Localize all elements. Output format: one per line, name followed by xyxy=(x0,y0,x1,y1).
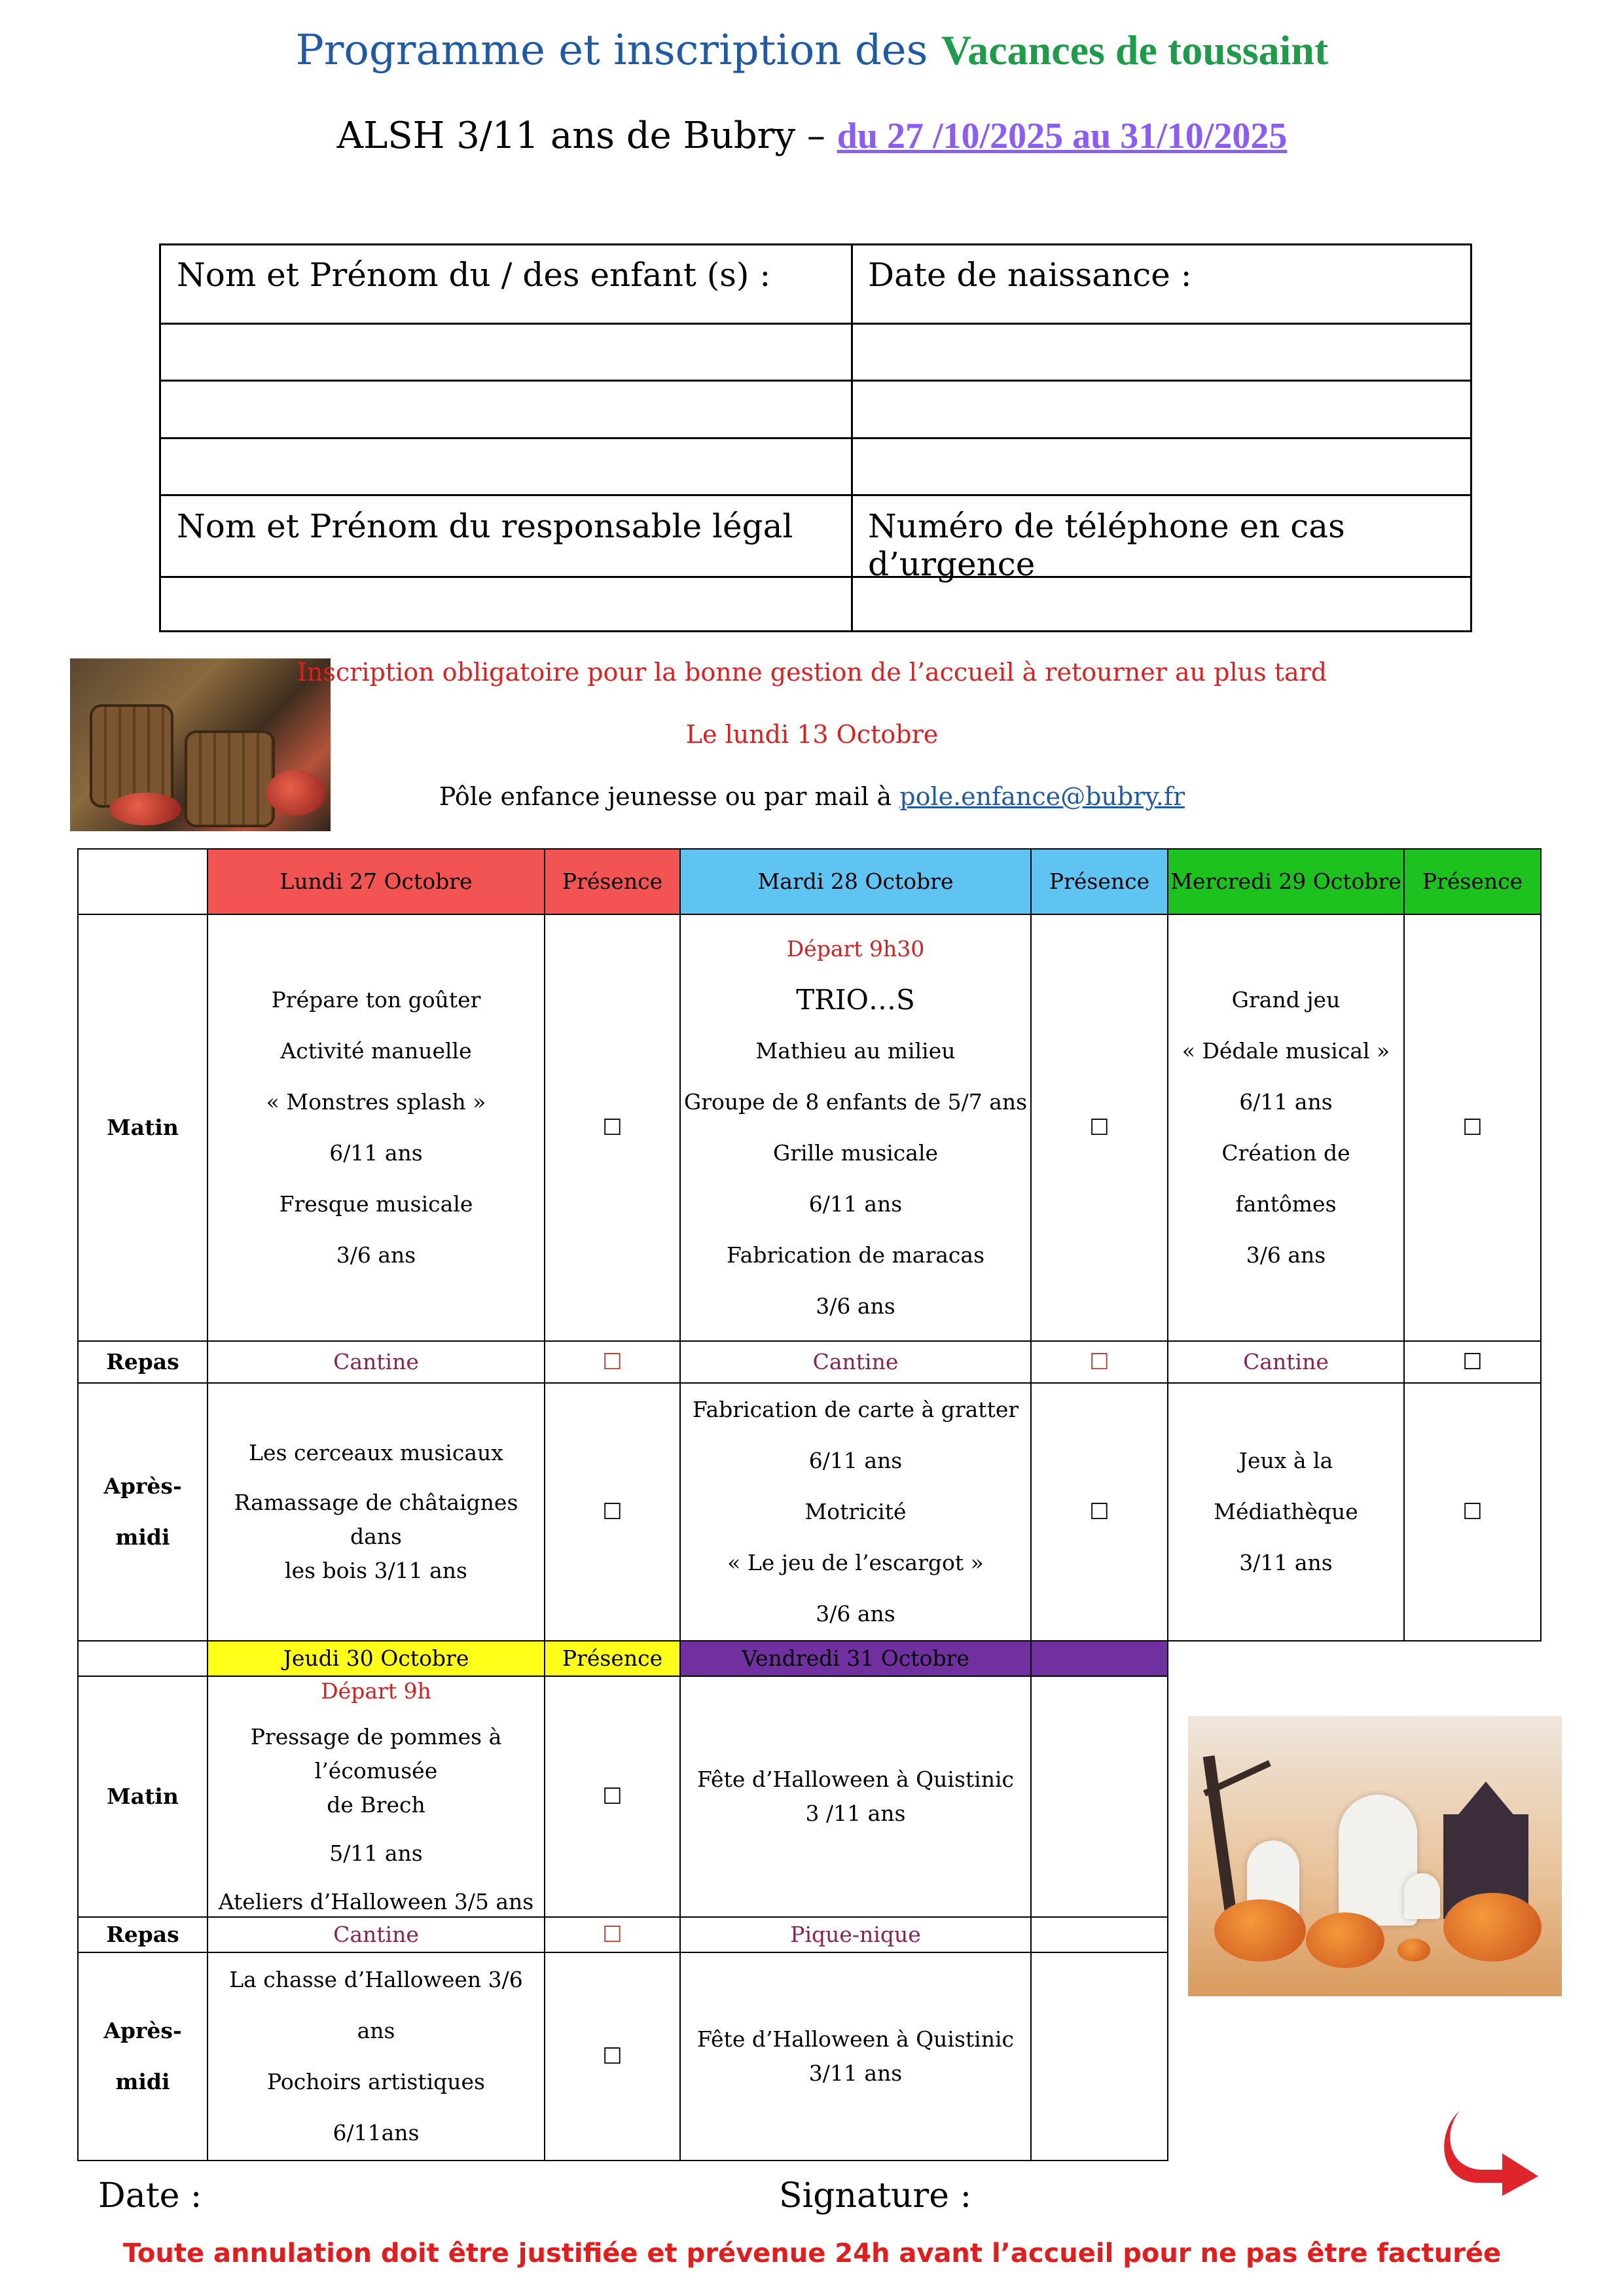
activity-line: Pressage de pommes à l’écomusée xyxy=(250,1724,502,1784)
activity-line: Grille musicale xyxy=(772,1140,939,1166)
presence-friday-matin[interactable] xyxy=(1030,1676,1168,1918)
notice-line-1: Inscription obligatoire pour la bonne gestion de l’accueil à retourner au plus tard xyxy=(297,658,1327,687)
signature-field[interactable] xyxy=(956,2173,1414,2219)
activity-line: 3/11 ans xyxy=(1239,1550,1333,1575)
checkbox-wednesday-matin[interactable]: ☐ xyxy=(1403,914,1542,1342)
halloween-illustration xyxy=(1188,1716,1562,1996)
notice-contact-prefix: Pôle enfance jeunesse ou par mail à xyxy=(439,782,900,811)
activity-line: 3/6 ans xyxy=(816,1601,895,1626)
activity-line: Fabrication de carte à gratter xyxy=(692,1397,1019,1422)
activity-line: « Dédale musical » xyxy=(1182,1038,1390,1064)
birth-date-field-1[interactable] xyxy=(853,325,1468,378)
activity-line: 6/11ans xyxy=(333,2120,420,2145)
meal-wednesday: Cantine xyxy=(1167,1340,1405,1384)
row-label-repas: Repas xyxy=(77,1340,208,1384)
child-name-label: Nom et Prénom du / des enfant (s) : xyxy=(177,256,771,294)
contact-email-link[interactable]: pole.enfance@bubry.fr xyxy=(899,782,1185,811)
activity-tuesday-matin xyxy=(679,914,1032,1342)
emergency-phone-label: Numéro de téléphone en cas d’urgence xyxy=(868,507,1345,583)
checkbox-thursday-matin[interactable]: ☐ xyxy=(544,1676,681,1918)
emergency-phone-field[interactable] xyxy=(853,578,1468,632)
activity-line: Grand jeu xyxy=(1231,987,1341,1013)
row-label-repas-2: Repas xyxy=(77,1916,208,1953)
activity-thursday-apres-midi xyxy=(207,1952,545,2161)
checkbox-thursday-apres-midi[interactable]: ☐ xyxy=(544,1952,681,2161)
presence-header-wednesday: Présence xyxy=(1403,848,1542,915)
activity-line: 3/6 ans xyxy=(816,1293,895,1319)
day-header-tuesday: Mardi 28 Octobre xyxy=(679,848,1032,915)
activity-line: Les cerceaux musicaux xyxy=(249,1440,503,1465)
grid-corner xyxy=(77,848,208,915)
row-label-matin-2: Matin xyxy=(77,1676,208,1918)
day-header-friday: Vendredi 31 Octobre xyxy=(679,1640,1032,1677)
signature-label: Signature : xyxy=(779,2176,972,2215)
subtitle-dates: du 27 /10/2025 au 31/10/2025 xyxy=(837,116,1288,156)
checkbox-wednesday-apres-midi[interactable]: ☐ xyxy=(1403,1382,1542,1641)
activity-line: Groupe de 8 enfants de 5/7 ans xyxy=(683,1089,1028,1115)
activity-line: Fête d’Halloween à Quistinic xyxy=(696,1767,1015,1792)
activity-friday-apres-midi xyxy=(679,1952,1032,2161)
row-label-matin: Matin xyxy=(77,914,208,1342)
activity-line: 3/11 ans xyxy=(808,2060,903,2086)
departure-time: Départ 9h xyxy=(321,1678,431,1704)
date-field[interactable] xyxy=(209,2173,668,2219)
next-page-arrow-icon xyxy=(1440,2104,1545,2196)
subtitle-prefix: ALSH 3/11 ans de Bubry – xyxy=(336,115,837,157)
activity-monday-apres-midi xyxy=(207,1382,545,1641)
checkbox-monday-repas[interactable]: ☐ xyxy=(544,1340,681,1384)
checkbox-wednesday-repas[interactable]: ☐ xyxy=(1403,1340,1542,1384)
guardian-name-label: Nom et Prénom du responsable légal xyxy=(177,507,793,545)
activity-line: 6/11 ans xyxy=(808,1448,903,1473)
guardian-name-field[interactable] xyxy=(163,578,850,632)
day-header-thursday: Jeudi 30 Octobre xyxy=(207,1640,545,1677)
activity-thursday-matin xyxy=(207,1676,545,1918)
checkbox-thursday-repas[interactable]: ☐ xyxy=(544,1916,681,1953)
activity-line: « Monstres splash » xyxy=(266,1089,486,1115)
activity-line: 3 /11 ans xyxy=(805,1801,906,1826)
notice-deadline: Le lundi 13 Octobre xyxy=(685,720,939,749)
checkbox-monday-apres-midi[interactable]: ☐ xyxy=(544,1382,681,1641)
activity-line: de Brech xyxy=(327,1792,425,1818)
activity-line: Ramassage de châtaignes dans xyxy=(234,1490,518,1549)
activity-line: Activité manuelle xyxy=(280,1038,472,1064)
child-name-field-1[interactable] xyxy=(163,325,850,378)
departure-time: Départ 9h30 xyxy=(786,936,925,961)
activity-wednesday-matin xyxy=(1167,914,1405,1342)
activity-line: La chasse d’Halloween 3/6 ans xyxy=(229,1967,523,2043)
activity-line: Fabrication de maracas xyxy=(726,1242,985,1268)
presence-header-monday: Présence xyxy=(544,848,681,915)
activity-line: Pochoirs artistiques xyxy=(267,2069,485,2094)
activity-line: Mathieu au milieu xyxy=(755,1038,956,1064)
activity-line: Motricité xyxy=(804,1499,907,1524)
day-header-wednesday: Mercredi 29 Octobre xyxy=(1167,848,1405,915)
checkbox-tuesday-apres-midi[interactable]: ☐ xyxy=(1030,1382,1168,1641)
presence-friday-repas[interactable] xyxy=(1030,1916,1168,1953)
meal-tuesday: Cantine xyxy=(679,1340,1032,1384)
row-label-apres-midi-2: Après-midi xyxy=(77,1952,208,2161)
presence-header-tuesday: Présence xyxy=(1030,848,1168,915)
activity-line: Prépare ton goûter xyxy=(271,987,481,1013)
checkbox-tuesday-repas[interactable]: ☐ xyxy=(1030,1340,1168,1384)
activity-line: Ateliers d’Halloween 3/5 ans xyxy=(218,1889,534,1914)
activity-line: Jeux à la Médiathèque xyxy=(1214,1448,1358,1524)
activity-line: les bois 3/11 ans xyxy=(285,1558,467,1583)
activity-friday-matin xyxy=(679,1676,1032,1918)
meal-monday: Cantine xyxy=(207,1340,545,1384)
child-name-field-3[interactable] xyxy=(163,439,850,493)
day-header-monday: Lundi 27 Octobre xyxy=(207,848,545,915)
activity-line: 6/11 ans xyxy=(1239,1089,1333,1115)
birth-date-label: Date de naissance : xyxy=(868,256,1192,294)
page-subtitle xyxy=(0,115,1624,157)
meal-friday: Pique-nique xyxy=(679,1916,1032,1953)
title-highlight: Vacances de toussaint xyxy=(941,27,1329,73)
presence-friday-apres-midi[interactable] xyxy=(1030,1952,1168,2161)
notice-contact xyxy=(0,782,1624,811)
activity-line: Fresque musicale xyxy=(279,1191,473,1217)
meal-thursday: Cantine xyxy=(207,1916,545,1953)
activity-line: 6/11 ans xyxy=(808,1191,903,1217)
presence-header-thursday: Présence xyxy=(544,1640,681,1677)
row-label-apres-midi: Après-midi xyxy=(77,1382,208,1641)
child-name-field-2[interactable] xyxy=(163,382,850,436)
registration-info-table xyxy=(159,243,1472,632)
activity-monday-matin xyxy=(207,914,545,1342)
activity-line: Création de fantômes xyxy=(1221,1140,1350,1217)
activity-line: 3/6 ans xyxy=(336,1242,416,1268)
activity-line: Fête d’Halloween à Quistinic xyxy=(696,2026,1015,2052)
cancellation-notice: Toute annulation doit être justifiée et prévenue 24h avant l’accueil pour ne pas être facturée xyxy=(122,2238,1502,2269)
activity-title: TRIO…S xyxy=(796,984,915,1016)
activity-line: 3/6 ans xyxy=(1246,1242,1326,1268)
activity-tuesday-apres-midi xyxy=(679,1382,1032,1641)
activity-line: 6/11 ans xyxy=(329,1140,423,1166)
activity-line: 5/11 ans xyxy=(329,1840,423,1866)
grid-corner-2 xyxy=(77,1640,208,1677)
title-prefix: Programme et inscription des xyxy=(295,26,941,75)
birth-date-field-3[interactable] xyxy=(853,439,1468,493)
birth-date-field-2[interactable] xyxy=(853,382,1468,436)
activity-line: « Le jeu de l’escargot » xyxy=(727,1550,984,1575)
checkbox-tuesday-matin[interactable]: ☐ xyxy=(1030,914,1168,1342)
page-title xyxy=(0,26,1624,75)
activity-wednesday-apres-midi xyxy=(1167,1382,1405,1641)
presence-header-friday xyxy=(1030,1640,1168,1677)
checkbox-monday-matin[interactable]: ☐ xyxy=(544,914,681,1342)
date-label: Date : xyxy=(98,2176,202,2215)
